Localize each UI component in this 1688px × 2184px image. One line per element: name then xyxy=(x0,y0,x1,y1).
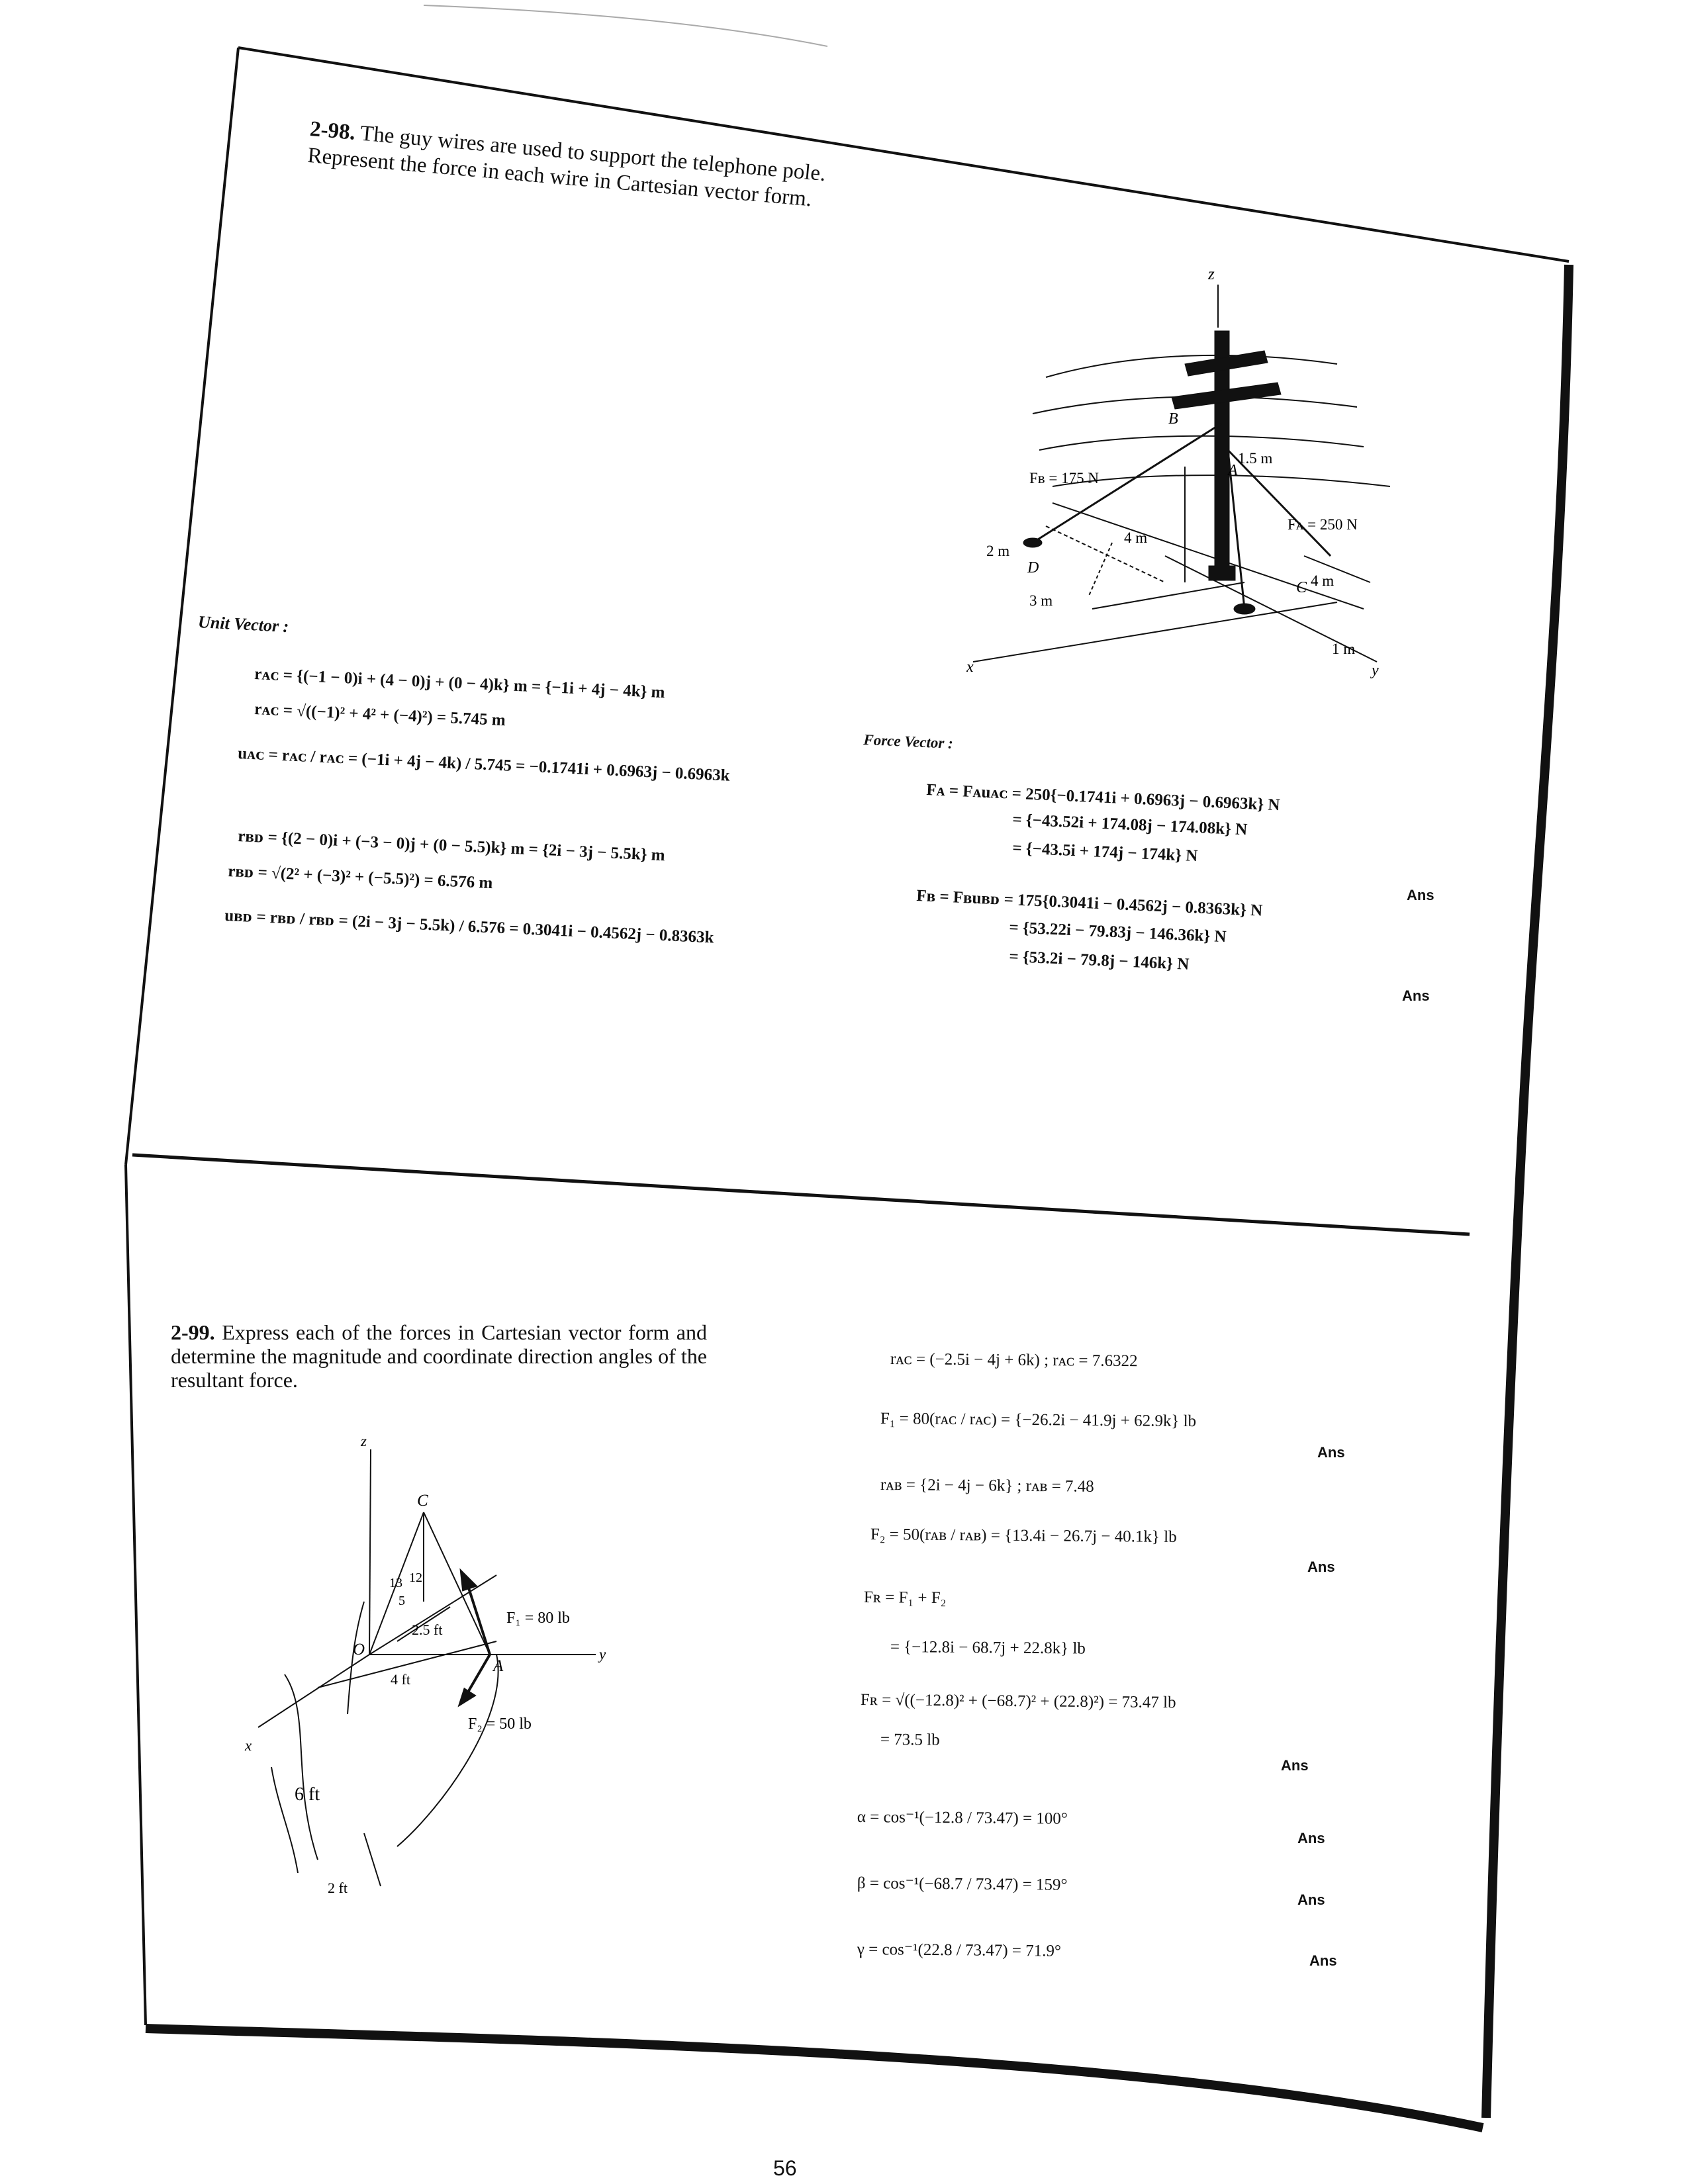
section-divider xyxy=(132,1155,1470,1234)
solution-99-line-2: F₁ = 80(rᴀᴄ / rᴀᴄ) = {−26.2i − 41.9j + 62.9k} lb xyxy=(880,1410,1197,1431)
solution-99-line-8: = 73.5 lb xyxy=(880,1731,940,1749)
solution-99-line-6: = {−12.8i − 68.7j + 22.8k} lb xyxy=(890,1638,1086,1658)
problem-98-number: 2-98. xyxy=(308,116,357,145)
force-f2-arrowhead xyxy=(460,1690,474,1704)
problem-99-number: 2-99. xyxy=(171,1320,215,1344)
fig-z-label: z xyxy=(361,1436,367,1449)
solution-99-line-1: rᴀᴄ = (−2.5i − 4j + 6k) ; rᴀᴄ = 7.6322 xyxy=(890,1350,1138,1371)
slope-5-label: 5 xyxy=(399,1594,405,1608)
point-b-label: B xyxy=(1168,410,1178,428)
point-d-label: D xyxy=(1027,559,1039,576)
dim-3m-label: 3 m xyxy=(1029,592,1053,609)
z-axis-line xyxy=(369,1449,371,1655)
dim-4m-label: 4 m xyxy=(1311,572,1335,589)
dim-2m-label: 2 m xyxy=(986,543,1010,559)
dim-1-5m-label: 1.5 m xyxy=(1238,450,1273,467)
force-f2-arrow xyxy=(467,1655,490,1694)
ans-label-99-2: Ans xyxy=(1307,1559,1335,1575)
pole-y-label: y xyxy=(1372,662,1379,679)
unit-vector-line-6: uʙᴅ = rʙᴅ / rʙᴅ = (2i − 3j − 5.5k) / 6.576 = 0.3041i − 0.4562j − 0.8363k xyxy=(224,907,714,947)
point-c-label: C xyxy=(417,1492,428,1510)
dim-4ft-label: 4 ft xyxy=(391,1671,410,1688)
pole-x-label: x xyxy=(966,659,974,676)
unit-vector-line-2: rᴀᴄ = √((−1)² + 4² + (−4)²) = 5.745 m xyxy=(254,700,506,730)
page-number: 56 xyxy=(773,2156,797,2180)
slope-12-label: 12 xyxy=(409,1570,422,1585)
dim-6ft-label: 6 ft xyxy=(295,1784,320,1805)
fig-x-label: x xyxy=(245,1737,252,1754)
force-fb-label: Fʙ = 175 N xyxy=(1029,470,1099,486)
force-vector-line-3: = {−43.5i + 174j − 174k} N xyxy=(1011,839,1198,866)
dim-2ft-label: 2 ft xyxy=(328,1880,348,1896)
dim-3m-line xyxy=(1092,582,1244,609)
ans-label-99-6: Ans xyxy=(1309,1952,1337,1969)
force-vector-line-5: = {53.22i − 79.83j − 146.36k} N xyxy=(1008,919,1227,946)
unit-vector-line-4: rʙᴅ = {(2 − 0)i + (−3 − 0)j + (0 − 5.5)k} m = {2i − 3j − 5.5k} m xyxy=(237,827,666,865)
pole-base xyxy=(1209,566,1235,580)
force-f1-label: F₁ = 80 lb xyxy=(506,1610,570,1627)
force-vector-line-4: Fʙ = Fʙuʙᴅ = 175{0.3041i − 0.4562j − 0.8363k} N xyxy=(915,887,1263,920)
unit-vector-line-5: rʙᴅ = √(2² + (−3)² + (−5.5)²) = 6.576 m xyxy=(227,862,493,893)
solution-99-line-3: rᴀʙ = {2i − 4j − 6k} ; rᴀʙ = 7.48 xyxy=(880,1476,1094,1496)
point-a-label: A xyxy=(493,1657,504,1675)
solution-99-line-4: F₂ = 50(rᴀʙ / rᴀʙ) = {13.4i − 26.7j − 40.1k} lb xyxy=(870,1525,1177,1547)
solution-99-alpha: α = cos⁻¹(−12.8 / 73.47) = 100° xyxy=(857,1808,1068,1828)
pole-z-label: z xyxy=(1208,265,1215,283)
dim-2-5ft-label: 2.5 ft xyxy=(412,1621,443,1638)
point-o-label: O xyxy=(353,1641,365,1659)
solution-99-line-7: Fʀ = √((−12.8)² + (−68.7)² + (22.8)²) = 73.47 lb xyxy=(860,1691,1176,1712)
slope-13-label: 13 xyxy=(389,1576,402,1590)
dim-4m-height-label: 4 m xyxy=(1124,529,1148,546)
fig-y-label: y xyxy=(599,1646,606,1662)
ans-label-99-1: Ans xyxy=(1317,1444,1345,1461)
solution-99-gamma: γ = cos⁻¹(22.8 / 73.47) = 71.9° xyxy=(857,1940,1062,1960)
force-f2-label: F₂ = 50 lb xyxy=(468,1715,532,1733)
ans-label-99-5: Ans xyxy=(1297,1891,1325,1908)
force-vector-line-2: = {−43.52i + 174.08j − 174.08k} N xyxy=(1011,811,1248,839)
x-axis-line xyxy=(258,1655,369,1727)
dim-1m-label: 1 m xyxy=(1332,641,1356,657)
ans-label-99-4: Ans xyxy=(1297,1830,1325,1846)
force-vector-line-6: = {53.2i − 79.8j − 146k} N xyxy=(1008,948,1190,974)
x-axis-line xyxy=(973,602,1337,662)
point-c-label: C xyxy=(1296,579,1307,596)
force-fa-label: Fᴀ = 250 N xyxy=(1288,516,1358,533)
force-f1-arrowhead xyxy=(461,1572,475,1590)
power-line xyxy=(1039,436,1364,450)
unit-vector-line-1: rᴀᴄ = {(−1 − 0)i + (4 − 0)j + (0 − 4)k} m = {−1i + 4j − 4k} m xyxy=(254,665,666,702)
force-diagram-figure xyxy=(232,1436,629,1913)
force-vector-line-1: Fᴀ = Fᴀuᴀᴄ = 250{−0.1741i + 0.6963j − 0.6963k} N xyxy=(925,781,1281,815)
problem-99-statement-block xyxy=(171,1320,707,1392)
force-vector-heading: Force Vector : xyxy=(863,731,954,752)
problem-98-statement: The guy wires are used to support the telephone pole. Represent the force in each wire in Cartesian vector form. xyxy=(306,121,827,212)
solution-99-line-5: Fʀ = F₁ + F₂ xyxy=(863,1588,947,1608)
ans-label-98-2: Ans xyxy=(1402,987,1430,1004)
point-a-label: A xyxy=(1228,462,1238,479)
ans-label-98-1: Ans xyxy=(1407,887,1434,903)
force-f1-arrow xyxy=(467,1582,490,1655)
unit-vector-heading: Unit Vector : xyxy=(197,612,290,637)
telephone-pole-figure xyxy=(966,265,1443,702)
unit-vector-line-3: uᴀᴄ = rᴀᴄ / rᴀᴄ = (−1i + 4j − 4k) / 5.745 = −0.1741i + 0.6963j − 0.6963k xyxy=(237,745,731,785)
problem-99-statement: Express each of the forces in Cartesian vector form and determine the magnitude and coordinate direction angles of the resultant force. xyxy=(171,1320,708,1392)
solution-99-beta: β = cos⁻¹(−68.7 / 73.47) = 159° xyxy=(857,1874,1068,1894)
ans-label-99-3: Ans xyxy=(1281,1757,1309,1774)
